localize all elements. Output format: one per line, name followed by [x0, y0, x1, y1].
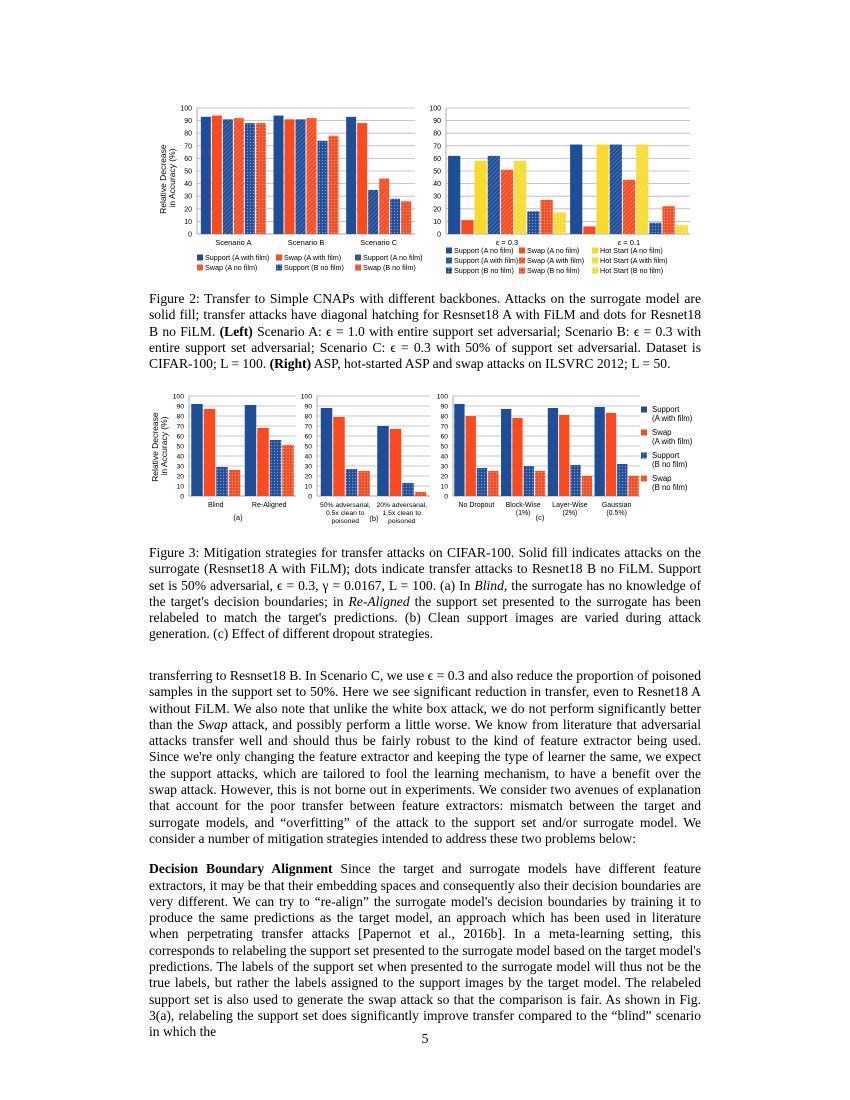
y-tick-label: 20: [304, 473, 312, 481]
legend-swatch: [592, 268, 598, 274]
y-tick-label: 30: [304, 463, 312, 471]
y-tick-label: 30: [184, 193, 192, 201]
legend-label: Swap (A with film): [284, 253, 342, 262]
y-tick-label: 40: [176, 453, 184, 461]
bar-support-a-with-film-0-3: [488, 156, 500, 234]
y-tick-label: 100: [172, 393, 184, 401]
bar-swap-b-no-film-scenario-b: [329, 136, 339, 234]
y-tick-label: 70: [440, 423, 448, 431]
x-tick-label: Blind: [207, 502, 224, 509]
y-tick-label: 40: [304, 453, 312, 461]
fig2-caption-right: (Right): [269, 356, 312, 372]
bar-support-b-no-film-0-1: [649, 223, 661, 234]
bar-swap-b-no-film-no-dropout: [488, 471, 498, 496]
legend-swatch: [519, 248, 525, 254]
fig3-caption-text-3: the support set presented to the surrogate has been relabeled to match the target's predictions. (b) Clean support images are varied during attack generation. (c) Effect of different dropout strategies.: [149, 593, 701, 642]
y-tick-label: 60: [176, 433, 184, 441]
legend-label: Swap (A with film): [527, 256, 585, 265]
legend-swatch: [519, 258, 525, 264]
y-tick-label: 10: [440, 483, 448, 491]
bar-support-a-with-film-scenario-a: [201, 117, 211, 234]
page-number: 5: [421, 1031, 429, 1046]
paragraph-1: [149, 668, 701, 847]
fig2-right-legend: [446, 246, 668, 275]
fig3-b-chart: [301, 394, 430, 526]
fig3-caption-text-2: , the surrogate has no knowledge of the target's decision boundaries; in: [149, 577, 701, 609]
bar-support-b-no-film-block-wise-1: [524, 466, 534, 496]
x-tick-label: (1%): [515, 510, 531, 517]
figure-3-label: Figure 3:: [149, 545, 200, 560]
legend-label: Support (B no film): [284, 263, 344, 272]
subfigure-label: (a): [233, 513, 243, 522]
y-tick-label: 20: [176, 473, 184, 481]
legend-swatch: [276, 265, 282, 271]
y-tick-label: 50: [433, 168, 441, 176]
bar-support-a-with-film-50-adversarial-0-5x-clean-to-poisoned: [321, 408, 333, 496]
bar-support-a-with-film-scenario-b: [274, 116, 284, 234]
y-tick-label: 80: [184, 130, 192, 138]
x-tick-label: Scenario C: [360, 238, 398, 247]
legend-swatch: [519, 268, 525, 274]
y-tick-label: 0: [437, 231, 441, 239]
legend-label: Support (A no film): [454, 246, 514, 255]
fig3-a-chart: [173, 394, 296, 523]
legend-swatch: [197, 265, 203, 271]
fig2-caption-text-2: Scenario A: ϵ = 1.0 with entire support set adversarial; Scenario B: ϵ = 0.3 with entire support set adversarial; Scenario C: ϵ = 0.3 with 50% of support set adversarial. Dataset is CIFAR-100; L = 100.: [149, 323, 701, 372]
fig2-left-legend: [197, 253, 423, 272]
bar-swap-b-no-film-blind: [229, 470, 241, 496]
x-tick-label: (2%): [562, 510, 578, 517]
y-tick-label: 50: [176, 443, 184, 451]
legend-swatch: [641, 476, 647, 482]
legend-label: Support: [652, 405, 680, 414]
y-tick-label: 70: [176, 423, 184, 431]
legend-label: (B no film): [652, 460, 688, 469]
legend-label: Support (A with film): [205, 253, 270, 262]
bar-support-b-no-film-scenario-c: [390, 199, 400, 234]
bar-swap-b-no-film-scenario-a: [256, 123, 266, 234]
x-tick-label: 50% adversarial,: [319, 502, 371, 509]
fig2-left-chart: [180, 106, 415, 248]
bar-support-a-no-film-scenario-b: [296, 119, 306, 234]
y-tick-label: 60: [440, 433, 448, 441]
legend-swatch: [592, 248, 598, 254]
bar-swap-a-with-film-block-wise-1: [512, 418, 522, 496]
bar-support-b-no-film-layer-wise-2: [570, 465, 580, 496]
legend-swatch: [446, 268, 452, 274]
fig2-right-chart: [429, 106, 690, 248]
bar-swap-b-no-film-scenario-c: [401, 201, 411, 234]
bar-swap-b-no-film-layer-wise-2: [582, 476, 592, 496]
y-tick-label: 40: [184, 181, 192, 189]
bar-support-a-with-film-re-aligned: [245, 405, 257, 496]
x-tick-label: Re-Aligned: [251, 502, 287, 509]
x-tick-label: Gaussian: [601, 502, 632, 509]
bar-support-b-no-film-re-aligned: [270, 440, 282, 496]
bar-swap-a-with-film-blind: [204, 409, 216, 496]
x-tick-label: ε = 0.1: [617, 238, 641, 247]
legend-label: Support (B no film): [454, 266, 514, 275]
y-tick-label: 100: [436, 393, 448, 401]
y-tick-label: 10: [184, 218, 192, 226]
y-tick-label: 30: [440, 463, 448, 471]
y-tick-label: 10: [433, 218, 441, 226]
bar-swap-a-with-film-scenario-a: [212, 116, 222, 234]
bar-swap-b-no-film-50-adversarial-0-5x-clean-to-poisoned: [358, 471, 370, 496]
legend-label: Support (A with film): [454, 256, 519, 265]
y-tick-label: 20: [433, 206, 441, 214]
bar-swap-b-no-film-0-1: [663, 206, 675, 234]
fig2-y-axis-label: Relative Decrease in Accuracy (%): [158, 144, 177, 214]
y-tick-label: 80: [440, 413, 448, 421]
y-tick-label: 80: [433, 130, 441, 138]
bar-hot-start-a-with-film-0-1: [636, 145, 648, 234]
bar-swap-a-with-film-scenario-c: [357, 123, 367, 234]
bar-swap-a-with-film-re-aligned: [257, 428, 269, 496]
bar-support-a-with-film-no-dropout: [454, 404, 464, 496]
bar-swap-a-with-film-layer-wise-2: [559, 415, 569, 496]
y-tick-label: 20: [184, 206, 192, 214]
bar-hot-start-a-no-film-0-3: [475, 161, 487, 234]
y-tick-label: 100: [429, 105, 441, 113]
legend-label: Swap (A no film): [205, 263, 258, 272]
fig3-caption-blind: Blind: [474, 577, 504, 593]
y-tick-label: 70: [304, 423, 312, 431]
fig3-legend: [641, 405, 693, 492]
y-tick-label: 10: [304, 483, 312, 491]
y-tick-label: 60: [304, 433, 312, 441]
subfigure-label: (b): [369, 514, 379, 523]
y-tick-label: 80: [176, 413, 184, 421]
figure-2: [0, 0, 850, 290]
bar-hot-start-b-no-film-0-1: [676, 225, 688, 234]
bar-support-a-with-film-blind: [191, 404, 203, 496]
legend-swatch: [641, 407, 647, 413]
y-tick-label: 10: [176, 483, 184, 491]
bar-swap-a-with-film-50-adversarial-0-5x-clean-to-poisoned: [333, 417, 345, 496]
figure-3: [0, 385, 850, 545]
y-tick-label: 90: [304, 403, 312, 411]
y-tick-label: 70: [184, 143, 192, 151]
fig2-caption-text-1: Transfer to Simple CNAPs with different backbones. Attacks on the surrogate model are solid fill; transfer attacks have diagonal hatching for Resnset18 A with FiLM and dots for Resnet18 B no FiLM.: [149, 291, 701, 339]
bar-swap-b-no-film-20-adversarial-1-5x-clean-to-poisoned: [415, 492, 427, 496]
bar-support-a-with-film-block-wise-1: [501, 409, 511, 496]
x-tick-label: 0.5x clean to: [325, 510, 365, 517]
legend-swatch: [355, 255, 361, 261]
bar-swap-a-no-film-0-3: [461, 220, 473, 234]
bar-support-b-no-film-20-adversarial-1-5x-clean-to-poisoned: [402, 483, 414, 496]
paragraph-1-swap: Swap: [198, 716, 228, 732]
y-tick-label: 90: [176, 403, 184, 411]
bar-swap-a-no-film-scenario-b: [307, 118, 317, 234]
bar-swap-a-no-film-scenario-c: [379, 179, 389, 234]
y-tick-label: 100: [300, 393, 312, 401]
legend-swatch: [641, 430, 647, 436]
paragraph-1-text-a: transferring to Resnset18 B. In Scenario C, we use ϵ = 0.3 and also reduce the proportion of poisoned samples in the support set to 50%. Here we see significant reduction in transfer, even to Resnet18 A without FiLM. We also note that unlike the white box attack, we do not perform significantly better than the: [149, 668, 701, 732]
legend-label: Swap (A no film): [527, 246, 580, 255]
y-tick-label: 40: [433, 181, 441, 189]
y-tick-label: 90: [433, 118, 441, 126]
x-tick-label: Scenario B: [287, 238, 325, 247]
y-tick-label: 90: [440, 403, 448, 411]
y-tick-label: 80: [304, 413, 312, 421]
paragraph-1-text-b: attack, and possibly perform a little worse. We know from literature that adversarial attacks transfer well and should thus be fairly robust to the kind of feature extractor being used. Since we're only changing the feature extractor and keeping the type of learner the same, we expect the support attacks, which are tailored to fool the learning mechanism, to have a benefit over the swap attack. However, this is not borne out in experiments. We consider two avenues of explanation that account for the poor transfer between feature extractors: mismatch between the target and surrogate models, and “overfitting” of the attack to the support set and/or surrogate model. We consider a number of mitigation strategies intended to address these two problems below:: [149, 716, 701, 846]
bar-swap-a-with-film-scenario-b: [285, 119, 295, 234]
bar-swap-a-with-film-no-dropout: [466, 416, 476, 496]
bar-hot-start-a-no-film-0-1: [597, 145, 609, 234]
legend-swatch: [592, 258, 598, 264]
legend-label: Hot Start (A no film): [600, 246, 663, 255]
bar-support-b-no-film-50-adversarial-0-5x-clean-to-poisoned: [346, 469, 358, 496]
y-tick-label: 50: [440, 443, 448, 451]
x-tick-label: poisoned: [331, 518, 360, 525]
y-tick-label: 70: [433, 143, 441, 151]
fig3-c-chart: [437, 394, 640, 523]
y-tick-label: 20: [440, 473, 448, 481]
legend-swatch: [197, 255, 203, 261]
bar-swap-a-with-film-0-1: [623, 180, 635, 234]
x-tick-label: poisoned: [387, 518, 416, 525]
y-tick-label: 40: [440, 453, 448, 461]
legend-label: (A with film): [652, 437, 693, 446]
bar-swap-b-no-film-block-wise-1: [535, 471, 545, 496]
legend-label: Swap (B no film): [363, 263, 416, 272]
bar-swap-a-with-film-gaussian-0-5: [606, 413, 616, 496]
bar-support-b-no-film-0-3: [527, 211, 539, 234]
bar-support-a-with-film-20-adversarial-1-5x-clean-to-poisoned: [377, 426, 389, 496]
y-tick-label: 60: [433, 155, 441, 163]
x-tick-label: Block-Wise: [505, 502, 541, 509]
bar-support-a-with-film-scenario-c: [346, 117, 356, 234]
legend-label: (B no film): [652, 483, 688, 492]
fig3-caption-text-1: Mitigation strategies for transfer attacks on CIFAR-100. Solid fill indicates attacks on the surrogate (Resnset18 A with FiLM); dots indicate transfer attacks to Resnet18 B no FiLM. Support set is 50% adversarial, ϵ = 0.3, γ = 0.0167, L = 100. (a) In: [149, 545, 701, 593]
bar-support-a-no-film-scenario-c: [368, 190, 378, 234]
y-tick-label: 60: [184, 155, 192, 163]
fig3-caption-realigned: Re-Aligned: [348, 593, 410, 609]
y-tick-label: 50: [304, 443, 312, 451]
legend-label: Hot Start (A with film): [600, 256, 668, 265]
legend-label: Swap (B no film): [527, 266, 580, 275]
x-tick-label: ε = 0.3: [495, 238, 519, 247]
bar-support-b-no-film-gaussian-0-5: [617, 464, 627, 496]
legend-label: Swap: [652, 428, 672, 437]
y-tick-label: 0: [188, 231, 192, 239]
bar-support-b-no-film-no-dropout: [477, 468, 487, 496]
paragraph-2-text: Since the target and surrogate models have different feature extractors, it may be that their embedding spaces and consequently also their decision boundaries are very different. We can try to “re-align” the surrogate model's decision boundaries by training it to produce the same predictions as the target model, an approach which has been used in literature when perpetrating transfer attacks [Papernot et al., 2016b]. In a meta-learning setting, this corresponds to relabeling the support set presented to the surrogate model based on the target model's predictions. The labels of the support set when presented to the surrogate model will thus not be the true labels, but rather the labels assigned to the support images by the target model. The relabeled support set is also used to generate the swap attack so that the comparison is fair. As shown in Fig. 3(a), relabeling the support set does significantly improve transfer compared to the “blind” scenario in which the: [149, 861, 701, 1040]
fig2-caption-text-3: ASP, hot-started ASP and swap attacks on ILSVRC 2012; L = 50.: [311, 356, 671, 372]
fig3-y-axis-label: Relative Decrease in Accuracy (%): [150, 412, 169, 482]
figure-2-caption: [149, 291, 701, 372]
y-tick-label: 90: [184, 118, 192, 126]
bar-support-a-no-film-0-1: [570, 145, 582, 234]
bar-support-a-with-film-0-1: [610, 145, 622, 234]
bar-swap-a-with-film-20-adversarial-1-5x-clean-to-poisoned: [390, 429, 402, 496]
legend-swatch: [641, 453, 647, 459]
y-tick-label: 30: [433, 193, 441, 201]
y-tick-label: 100: [180, 105, 192, 113]
bar-hot-start-b-no-film-0-3: [554, 213, 566, 234]
bar-support-b-no-film-scenario-b: [318, 141, 328, 234]
bar-swap-a-with-film-0-3: [501, 170, 513, 234]
fig2-caption-left: (Left): [219, 323, 253, 339]
bar-swap-b-no-film-re-aligned: [282, 445, 294, 496]
x-tick-label: Scenario A: [215, 238, 252, 247]
bar-support-a-no-film-0-3: [448, 156, 460, 234]
y-tick-label: 0: [444, 493, 448, 501]
legend-swatch: [276, 255, 282, 261]
x-tick-label: 1.5x clean to: [382, 510, 422, 517]
figure-3-caption: [149, 545, 701, 643]
bar-support-a-with-film-layer-wise-2: [548, 408, 558, 496]
y-tick-label: 0: [180, 493, 184, 501]
figure-2-label: Figure 2:: [149, 291, 200, 306]
body-text: [149, 668, 701, 1041]
bar-support-b-no-film-scenario-a: [245, 123, 255, 234]
y-tick-label: 50: [184, 168, 192, 176]
subfigure-label: (c): [535, 513, 545, 522]
legend-swatch: [446, 258, 452, 264]
x-tick-label: 20% adversarial,: [376, 502, 428, 509]
legend-swatch: [446, 248, 452, 254]
paragraph-2: [149, 861, 701, 1040]
legend-label: Support (A no film): [363, 253, 423, 262]
bar-swap-a-no-film-0-1: [583, 226, 595, 234]
x-tick-label: No Dropout: [458, 502, 495, 509]
bar-swap-b-no-film-gaussian-0-5: [628, 476, 638, 496]
legend-label: Support: [652, 451, 680, 460]
y-tick-label: 0: [308, 493, 312, 501]
bar-support-a-with-film-gaussian-0-5: [595, 407, 605, 496]
bar-support-a-no-film-scenario-a: [223, 119, 233, 234]
y-tick-label: 30: [176, 463, 184, 471]
legend-label: Hot Start (B no film): [600, 266, 664, 275]
bar-swap-a-no-film-scenario-a: [234, 118, 244, 234]
paragraph-2-heading: Decision Boundary Alignment: [149, 861, 333, 877]
x-tick-label: Layer-Wise: [552, 502, 588, 509]
legend-swatch: [355, 265, 361, 271]
bar-swap-b-no-film-0-3: [541, 200, 553, 234]
x-tick-label: (0.5%): [606, 510, 627, 517]
legend-label: (A with film): [652, 414, 693, 423]
legend-label: Swap: [652, 474, 672, 483]
bar-hot-start-a-with-film-0-3: [514, 161, 526, 234]
bar-support-b-no-film-blind: [216, 467, 228, 496]
